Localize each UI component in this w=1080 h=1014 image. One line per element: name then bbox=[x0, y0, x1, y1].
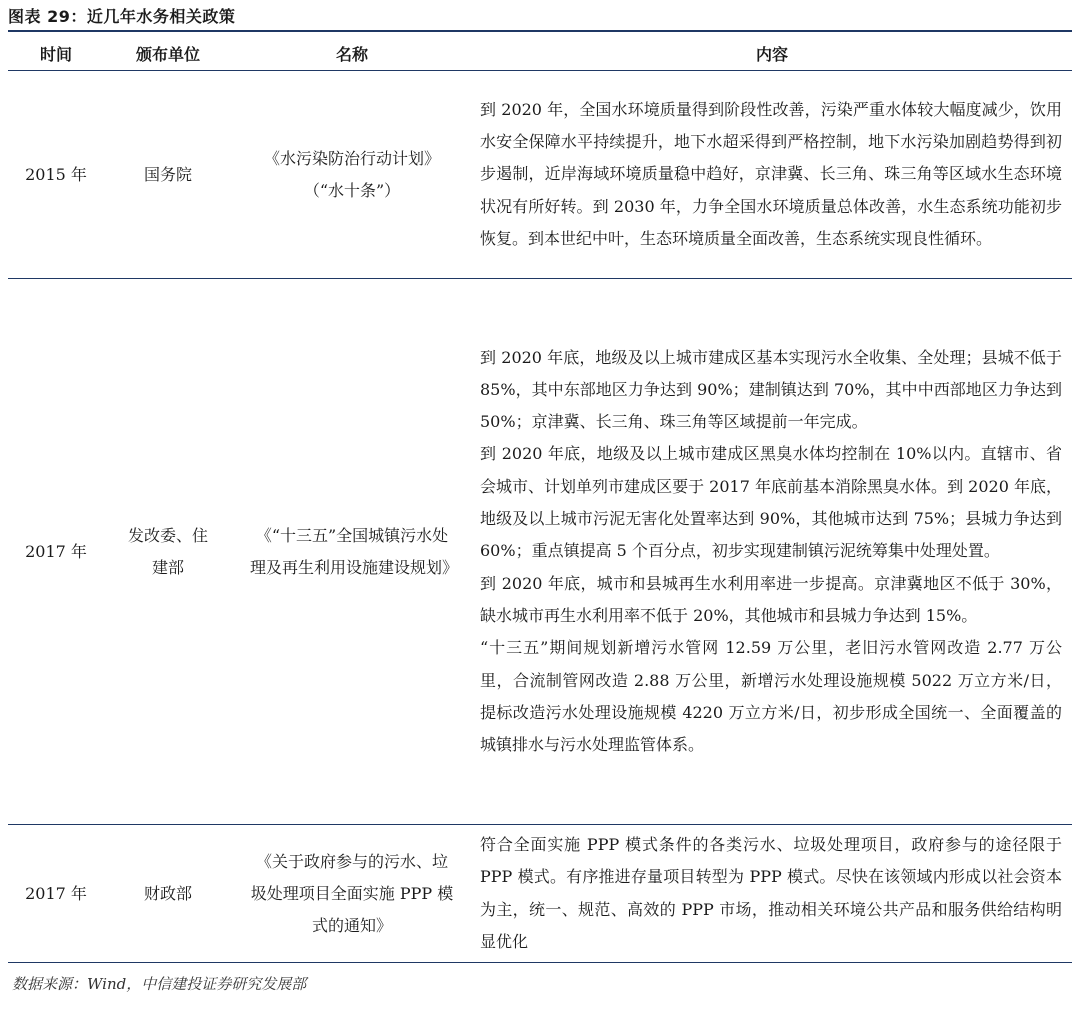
table-header-row bbox=[8, 37, 1072, 71]
content-paragraph: 到 2020 年底，地级及以上城市建成区基本实现污水全收集、全处理；县城不低于 85%，其中东部地区力争达到 90%；建制镇达到 70%，其中中西部地区力争达到 50%；京津冀、长三角、珠三角等区域提前一年完成。 bbox=[480, 347, 1062, 432]
cell-issuer: 国务院 bbox=[104, 71, 232, 279]
header-issuer: 颁布单位 bbox=[104, 37, 232, 71]
cell-name: 《“十三五”全国城镇污水处理及再生利用设施建设规划》 bbox=[232, 279, 472, 825]
table-row bbox=[8, 279, 1072, 825]
figure-title: 图表 29：近几年水务相关政策 bbox=[8, 7, 236, 26]
content-paragraph: “十三五”期间规划新增污水管网 12.59 万公里，老旧污水管网改造 2.77 万公里，合流制管网改造 2.88 万公里，新增污水处理设施规模 5022 万立方米/日，提标改造污水处理设施规模 4220 万立方米/日，初步形成全国统一、全面覆盖的城镇排水与污水处理监管体系。 bbox=[480, 638, 1062, 755]
source-note: 数据来源：Wind，中信建投证券研究发展部 bbox=[12, 975, 307, 993]
cell-name: 《关于政府参与的污水、垃圾处理项目全面实施 PPP 模式的通知》 bbox=[232, 825, 472, 963]
cell-content bbox=[472, 279, 1072, 825]
top-rule bbox=[8, 30, 1072, 32]
cell-time: 2015 年 bbox=[8, 71, 104, 279]
cell-content bbox=[472, 825, 1072, 963]
policy-table bbox=[8, 37, 1072, 963]
content-paragraph: 到 2020 年底，城市和县城再生水利用率进一步提高。京津冀地区不低于 30%，缺水城市再生水利用率不低于 20%，其他城市和县城力争达到 15%。 bbox=[480, 573, 1062, 625]
cell-time: 2017 年 bbox=[8, 825, 104, 963]
cell-name: 《水污染防治行动计划》（“水十条”） bbox=[232, 71, 472, 279]
header-content: 内容 bbox=[472, 37, 1072, 71]
table-row bbox=[8, 71, 1072, 279]
content-paragraph: 到 2020 年，全国水环境质量得到阶段性改善，污染严重水体较大幅度减少，饮用水安全保障水平持续提升，地下水超采得到严格控制，地下水污染加剧趋势得到初步遏制，近岸海域环境质量稳中趋好，京津冀、长三角、珠三角等区域水生态环境状况有所好转。到 2030 年，力争全国水环境质量总体改善，水生态系统功能初步恢复。到本世纪中叶，生态环境质量全面改善，生态系统实现良性循环。 bbox=[480, 99, 1062, 248]
cell-issuer: 发改委、住建部 bbox=[104, 279, 232, 825]
content-paragraph: 到 2020 年底，地级及以上城市建成区黑臭水体均控制在 10%以内。直辖市、省会城市、计划单列市建成区要于 2017 年底前基本消除黑臭水体。到 2020 年底，地级及以上城市污泥无害化处置率达到 90%，其他城市达到 75%；县城力争达到 60%；重点镇提高 5 个百分点，初步实现建制镇污泥统筹集中处理处置。 bbox=[480, 444, 1062, 561]
table-row bbox=[8, 825, 1072, 963]
cell-time: 2017 年 bbox=[8, 279, 104, 825]
header-name: 名称 bbox=[232, 37, 472, 71]
cell-content bbox=[472, 71, 1072, 279]
header-time: 时间 bbox=[8, 37, 104, 71]
cell-issuer: 财政部 bbox=[104, 825, 232, 963]
content-paragraph: 符合全面实施 PPP 模式条件的各类污水、垃圾处理项目，政府参与的途径限于 PPP 模式。有序推进存量项目转型为 PPP 模式。尽快在该领域内形成以社会资本为主，统一、规范、高效的 PPP 市场，推动相关环境公共产品和服务供给结构明显优化 bbox=[480, 835, 1062, 951]
